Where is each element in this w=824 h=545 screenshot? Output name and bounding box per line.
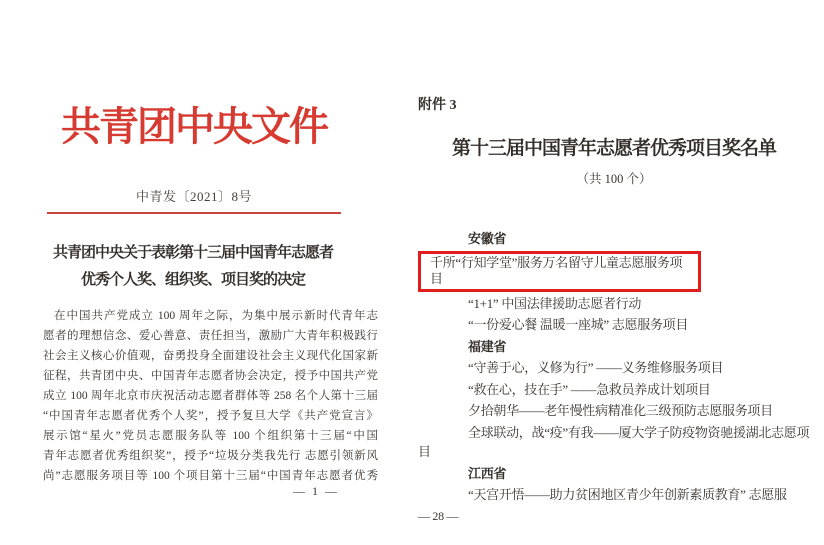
letterhead-block bbox=[47, 104, 341, 214]
body-line: 在中国共产党成立 100 周年之际，为集中展示新时代青年志 bbox=[54, 310, 378, 322]
highlighted-award-item bbox=[418, 251, 810, 292]
page-number-left: — 1 — bbox=[293, 484, 339, 498]
award-item: “一份爱心餐 温暖一座城” 志愿服务项目 bbox=[468, 317, 689, 332]
attachment-label: 附件 3 bbox=[418, 98, 457, 113]
right-page-document bbox=[418, 0, 810, 545]
body-line: 愿者的理想信念、爱心善意、责任担当，激励广大青年积极践行 bbox=[43, 330, 378, 342]
award-item: “天宫开悟——助力贫困地区青少年创新素质教育” 志愿服 bbox=[468, 487, 787, 502]
province-header-anhui: 安徽省 bbox=[468, 231, 507, 246]
award-item: 夕拾朝华——老年慢性病精准化三级预防志愿服务项目 bbox=[468, 403, 773, 418]
decision-title-line-1: 共青团中央关于表彰第十三届中国青年志愿者 bbox=[52, 245, 333, 261]
award-list-count: （共 100 个） bbox=[576, 172, 652, 186]
body-line: 征程，共青团中央、中国青年志愿者协会决定，授予中国共产党 bbox=[43, 370, 378, 382]
body-paragraph bbox=[43, 306, 378, 486]
award-item-text: 千所“行知学堂”服务万名留守儿童志愿服务项目 bbox=[430, 254, 683, 286]
document-number: 中青发〔2021〕8号 bbox=[135, 189, 252, 204]
award-list-title: 第十三届中国青年志愿者优秀项目奖名单 bbox=[451, 138, 776, 159]
body-line: 社会主义核心价值观，奋勇投身全面建设社会主义现代化国家新 bbox=[43, 350, 378, 362]
red-divider-line bbox=[47, 212, 341, 214]
masthead-title: 共青团中央文件 bbox=[61, 104, 327, 149]
body-line: 尚”志愿服务项目等 100 个项目第十三届“中国青年志愿者优秀 bbox=[43, 470, 378, 482]
award-item: 全球联动，战“疫”有我——厦大学子防疫物资驰援湖北志愿项目 bbox=[418, 424, 810, 459]
body-line: 青年志愿者优秀组织奖”，授予“垃圾分类我先行 志愿引领新风 bbox=[43, 450, 378, 462]
province-header-fujian: 福建省 bbox=[468, 338, 507, 354]
page-number-right: — 28 — bbox=[418, 508, 459, 523]
award-item: “守善于心，义修为行” ——义务维修服务项目 bbox=[468, 360, 724, 375]
body-line: 成立 100 周年北京市庆祝活动志愿者群体等 258 名个人第十三届 bbox=[43, 390, 378, 402]
left-page-document bbox=[43, 0, 378, 545]
decision-title bbox=[43, 240, 343, 294]
award-item: “1+1” 中国法律援助志愿者行动 bbox=[468, 295, 642, 311]
body-line: 展示馆“星火”党员志愿服务队等 100 个组织第十三届“中国 bbox=[43, 430, 378, 442]
province-header-jiangxi: 江西省 bbox=[468, 465, 507, 481]
award-item: “救在心，技在手” ——急救员养成计划项目 bbox=[468, 381, 711, 397]
red-highlight-box bbox=[418, 251, 701, 292]
body-line: “中国青年志愿者优秀个人奖”，授予复旦大学《共产党宣言》 bbox=[43, 410, 378, 422]
award-list bbox=[418, 229, 810, 528]
decision-title-line-2: 优秀个人奖、组织奖、项目奖的决定 bbox=[80, 272, 305, 288]
